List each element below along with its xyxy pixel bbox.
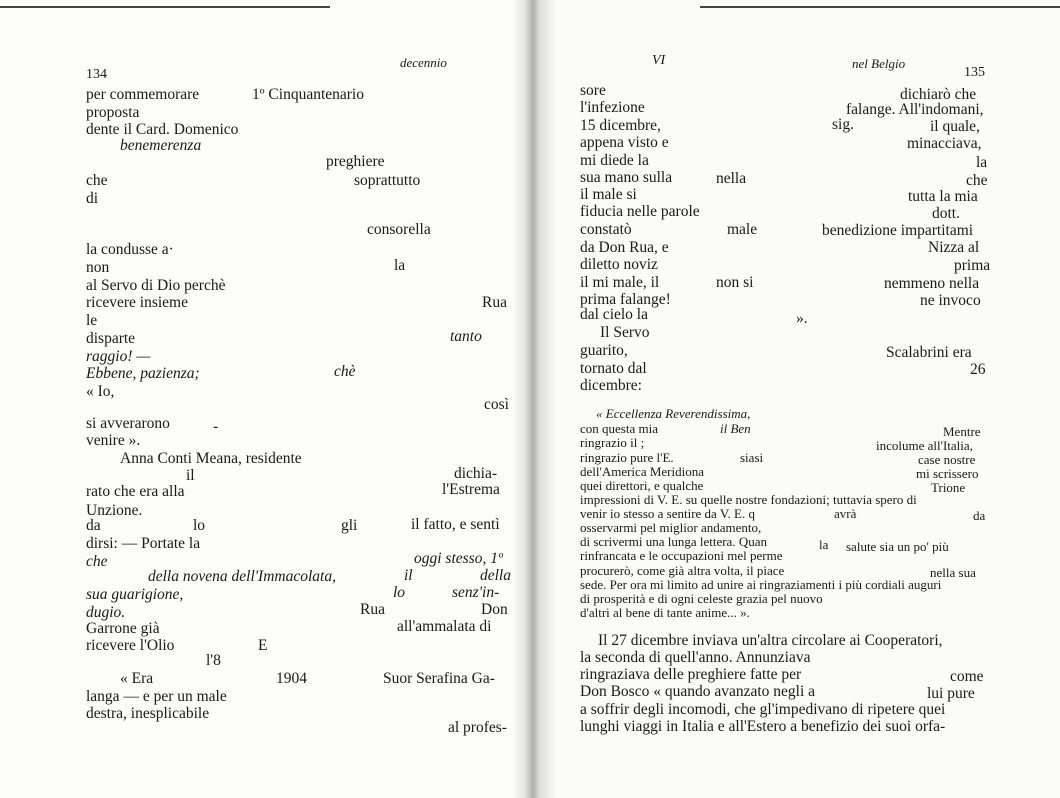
text-line: dicembre: <box>580 377 642 394</box>
text-line: Il 27 dicembre inviava un'altra circolare ai Cooperatori, <box>598 632 943 649</box>
text-line: senz'in- <box>452 584 500 601</box>
text-line: Scalabrini era <box>886 344 972 361</box>
text-line: Anna Conti Meana, residente <box>120 450 302 467</box>
text-line: Don Bosco « quando avanzato negli a <box>580 683 816 700</box>
text-line: non si <box>716 274 754 291</box>
text-line: a soffrir degli incomodi, che gl'impedivano di ripetere quei <box>580 701 946 718</box>
text-line: così <box>484 396 509 413</box>
text-line: da Don Rua, e <box>580 239 669 256</box>
text-line: nemmeno nella <box>884 275 980 292</box>
text-line: 15 dicembre, <box>580 117 661 134</box>
text-line: il fatto, e sentì <box>411 516 500 533</box>
book-gutter <box>512 0 556 798</box>
text-line: guarito, <box>580 342 628 359</box>
text-line: dal cielo la <box>580 306 648 323</box>
text-line: non <box>86 259 110 276</box>
text-line: dugio. <box>86 604 126 621</box>
text-line: della <box>480 567 511 584</box>
letter-line: siasi <box>740 450 764 465</box>
text-line: si avverarono <box>86 415 170 432</box>
text-line: il <box>404 567 413 584</box>
text-line: all'ammalata di <box>397 618 492 635</box>
text-line: che <box>966 172 988 189</box>
text-line: - <box>213 418 219 435</box>
text-line: che <box>86 172 108 189</box>
text-line: disparte <box>86 330 136 347</box>
text-line: l'Estrema <box>442 481 500 498</box>
text-line: ». <box>796 310 808 327</box>
text-line: venire ». <box>86 432 141 449</box>
text-line: di <box>86 190 99 207</box>
text-line: il male si <box>580 186 637 203</box>
letter-line: nella sua <box>930 565 976 580</box>
text-line: tanto <box>450 328 482 345</box>
right-running-head: nel Belgio <box>852 56 906 71</box>
letter-line: ringrazio pure l'E. <box>580 450 674 465</box>
letter-line: di prosperità e di ogni celeste grazia pel nuovo <box>580 591 823 606</box>
text-line: per commemorare <box>86 86 200 103</box>
letter-line: sede. Per ora mi limito ad unire ai ringraziamenti i più cordiali auguri <box>580 577 942 592</box>
text-line: diletto noviz <box>580 256 658 273</box>
text-line: dichiarò che <box>900 86 977 103</box>
text-line: ne invoco <box>920 292 981 309</box>
text-line: dott. <box>932 205 960 222</box>
letter-line: da <box>973 508 986 523</box>
text-line: tornato dal <box>580 360 647 377</box>
text-line: il quale, <box>930 118 980 135</box>
text-line: la <box>976 154 988 171</box>
letter-line: di scrivermi una lunga lettera. Quan <box>580 534 767 549</box>
letter-line: Trione <box>931 480 966 495</box>
text-line: la seconda di quell'anno. Annunziava <box>580 649 811 666</box>
text-line: constatò <box>580 221 632 238</box>
text-line: dirsi: — Portate la <box>86 535 201 552</box>
text-line: minacciava, <box>907 135 982 152</box>
letter-line: mi scrissero <box>916 466 979 481</box>
text-line: sig. <box>832 116 854 133</box>
text-line: ricevere l'Olio <box>86 637 175 654</box>
text-line: rato che era alla <box>86 483 185 500</box>
text-line: « Io, <box>86 383 115 400</box>
letter-line: impressioni di V. E. su quelle nostre fondazioni; tuttavia spero di <box>580 492 917 507</box>
text-line: destra, inesplicabile <box>86 705 210 722</box>
text-line: Suor Serafina Ga- <box>383 670 495 687</box>
text-line: Nizza al <box>928 239 980 256</box>
text-line: chè <box>334 363 356 380</box>
text-line: al profes- <box>448 719 507 736</box>
text-line: appena visto e <box>580 134 669 151</box>
text-line: Garrone già <box>86 620 160 637</box>
left-page-number: 134 <box>86 67 107 82</box>
text-line: sore <box>580 82 606 99</box>
text-line: fiducia nelle parole <box>580 203 700 220</box>
text-line: oggi stesso, 1º <box>414 550 503 567</box>
text-line: mi diede la <box>580 152 649 169</box>
text-line: preghiere <box>326 153 385 170</box>
text-line: « Era <box>120 670 154 687</box>
text-line: gli <box>341 517 358 534</box>
text-line: prima falange! <box>580 291 671 308</box>
letter-line: d'altri al bene di tante anime... ». <box>580 605 750 620</box>
text-line: dichia- <box>454 465 498 482</box>
letter-line: osservarmi pel miglior andamento, <box>580 520 762 535</box>
text-line: Il Servo <box>600 324 650 341</box>
text-line: Rua <box>360 601 385 618</box>
letter-line: dell'America Meridiona <box>580 464 704 479</box>
text-line: 1º Cinquantenario <box>252 86 364 103</box>
text-line: al Servo di Dio perchè <box>86 277 226 294</box>
text-line: Rua <box>482 294 507 311</box>
text-line: lo <box>193 517 206 534</box>
text-line: lui pure <box>927 685 975 702</box>
text-line: nella <box>716 170 747 187</box>
text-line: della novena dell'Immacolata, <box>148 568 336 585</box>
text-line: che <box>86 553 108 570</box>
text-line: dente il Card. Domenico <box>86 121 239 138</box>
text-line: lo <box>393 584 406 601</box>
text-line: 1904 <box>276 670 307 687</box>
text-line: E <box>258 637 268 654</box>
text-line: l'8 <box>206 652 221 669</box>
text-line: raggio! — <box>86 348 151 365</box>
letter-line: la <box>819 537 829 552</box>
letter-line: salute sia un po' più <box>846 539 949 554</box>
right-running-head-numeral: VI <box>652 53 666 68</box>
letter-salutation: « Eccellenza Reverendissima, <box>596 406 751 421</box>
text-line: la <box>394 257 406 274</box>
left-running-head: decennio <box>400 55 447 70</box>
letter-line: Mentre <box>943 424 981 439</box>
right-page-number: 135 <box>964 65 985 80</box>
text-line: falange. All'indomani, <box>846 101 984 118</box>
text-line: male <box>727 221 758 238</box>
text-line: ringraziava delle preghiere fatte per <box>580 666 802 683</box>
text-line: la condusse a· <box>86 241 174 258</box>
text-line: Don <box>481 601 508 618</box>
text-line: l'infezione <box>580 99 645 116</box>
letter-line: quei direttori, e qualche <box>580 478 704 493</box>
text-line: le <box>86 312 98 329</box>
top-edge-line-right <box>700 6 1060 8</box>
text-line: tutta la mia <box>908 188 978 205</box>
letter-line: venir io stesso a sentire da V. E. q <box>580 506 755 521</box>
letter-line: avrà <box>834 506 857 521</box>
text-line: ricevere insieme <box>86 294 188 311</box>
text-line: il <box>186 467 195 484</box>
text-line: benedizione impartitami <box>822 222 974 239</box>
text-line: Ebbene, pazienza; <box>86 365 200 382</box>
text-line: benemerenza <box>120 137 202 154</box>
letter-line: procurerò, come già altra volta, il piace <box>580 563 785 578</box>
text-line: proposta <box>86 104 140 121</box>
text-line: prima <box>954 257 991 274</box>
text-line: consorella <box>367 221 431 238</box>
text-line: sua mano sulla <box>580 169 673 186</box>
letter-line: incolume all'Italia, <box>876 438 973 453</box>
text-line: da <box>86 517 101 534</box>
text-line: langa — e per un male <box>86 688 227 705</box>
text-line: Unzione. <box>86 502 143 519</box>
text-line: 26 <box>970 361 986 378</box>
text-line: lunghi viaggi in Italia e all'Estero a benefizio dei suoi orfa- <box>580 718 946 735</box>
letter-line: il Ben <box>720 421 751 436</box>
letter-line: case nostre <box>918 452 976 467</box>
top-edge-line-left <box>0 6 330 8</box>
text-line: il mi male, il <box>580 274 660 291</box>
letter-line: rinfrancata e le occupazioni mel perme <box>580 548 783 563</box>
letter-line: ringrazio il ; <box>580 435 645 450</box>
text-line: sua guarigione, <box>86 586 184 603</box>
text-line: soprattutto <box>354 172 421 189</box>
text-line: come <box>950 668 984 685</box>
letter-line: con questa mia <box>580 421 658 436</box>
